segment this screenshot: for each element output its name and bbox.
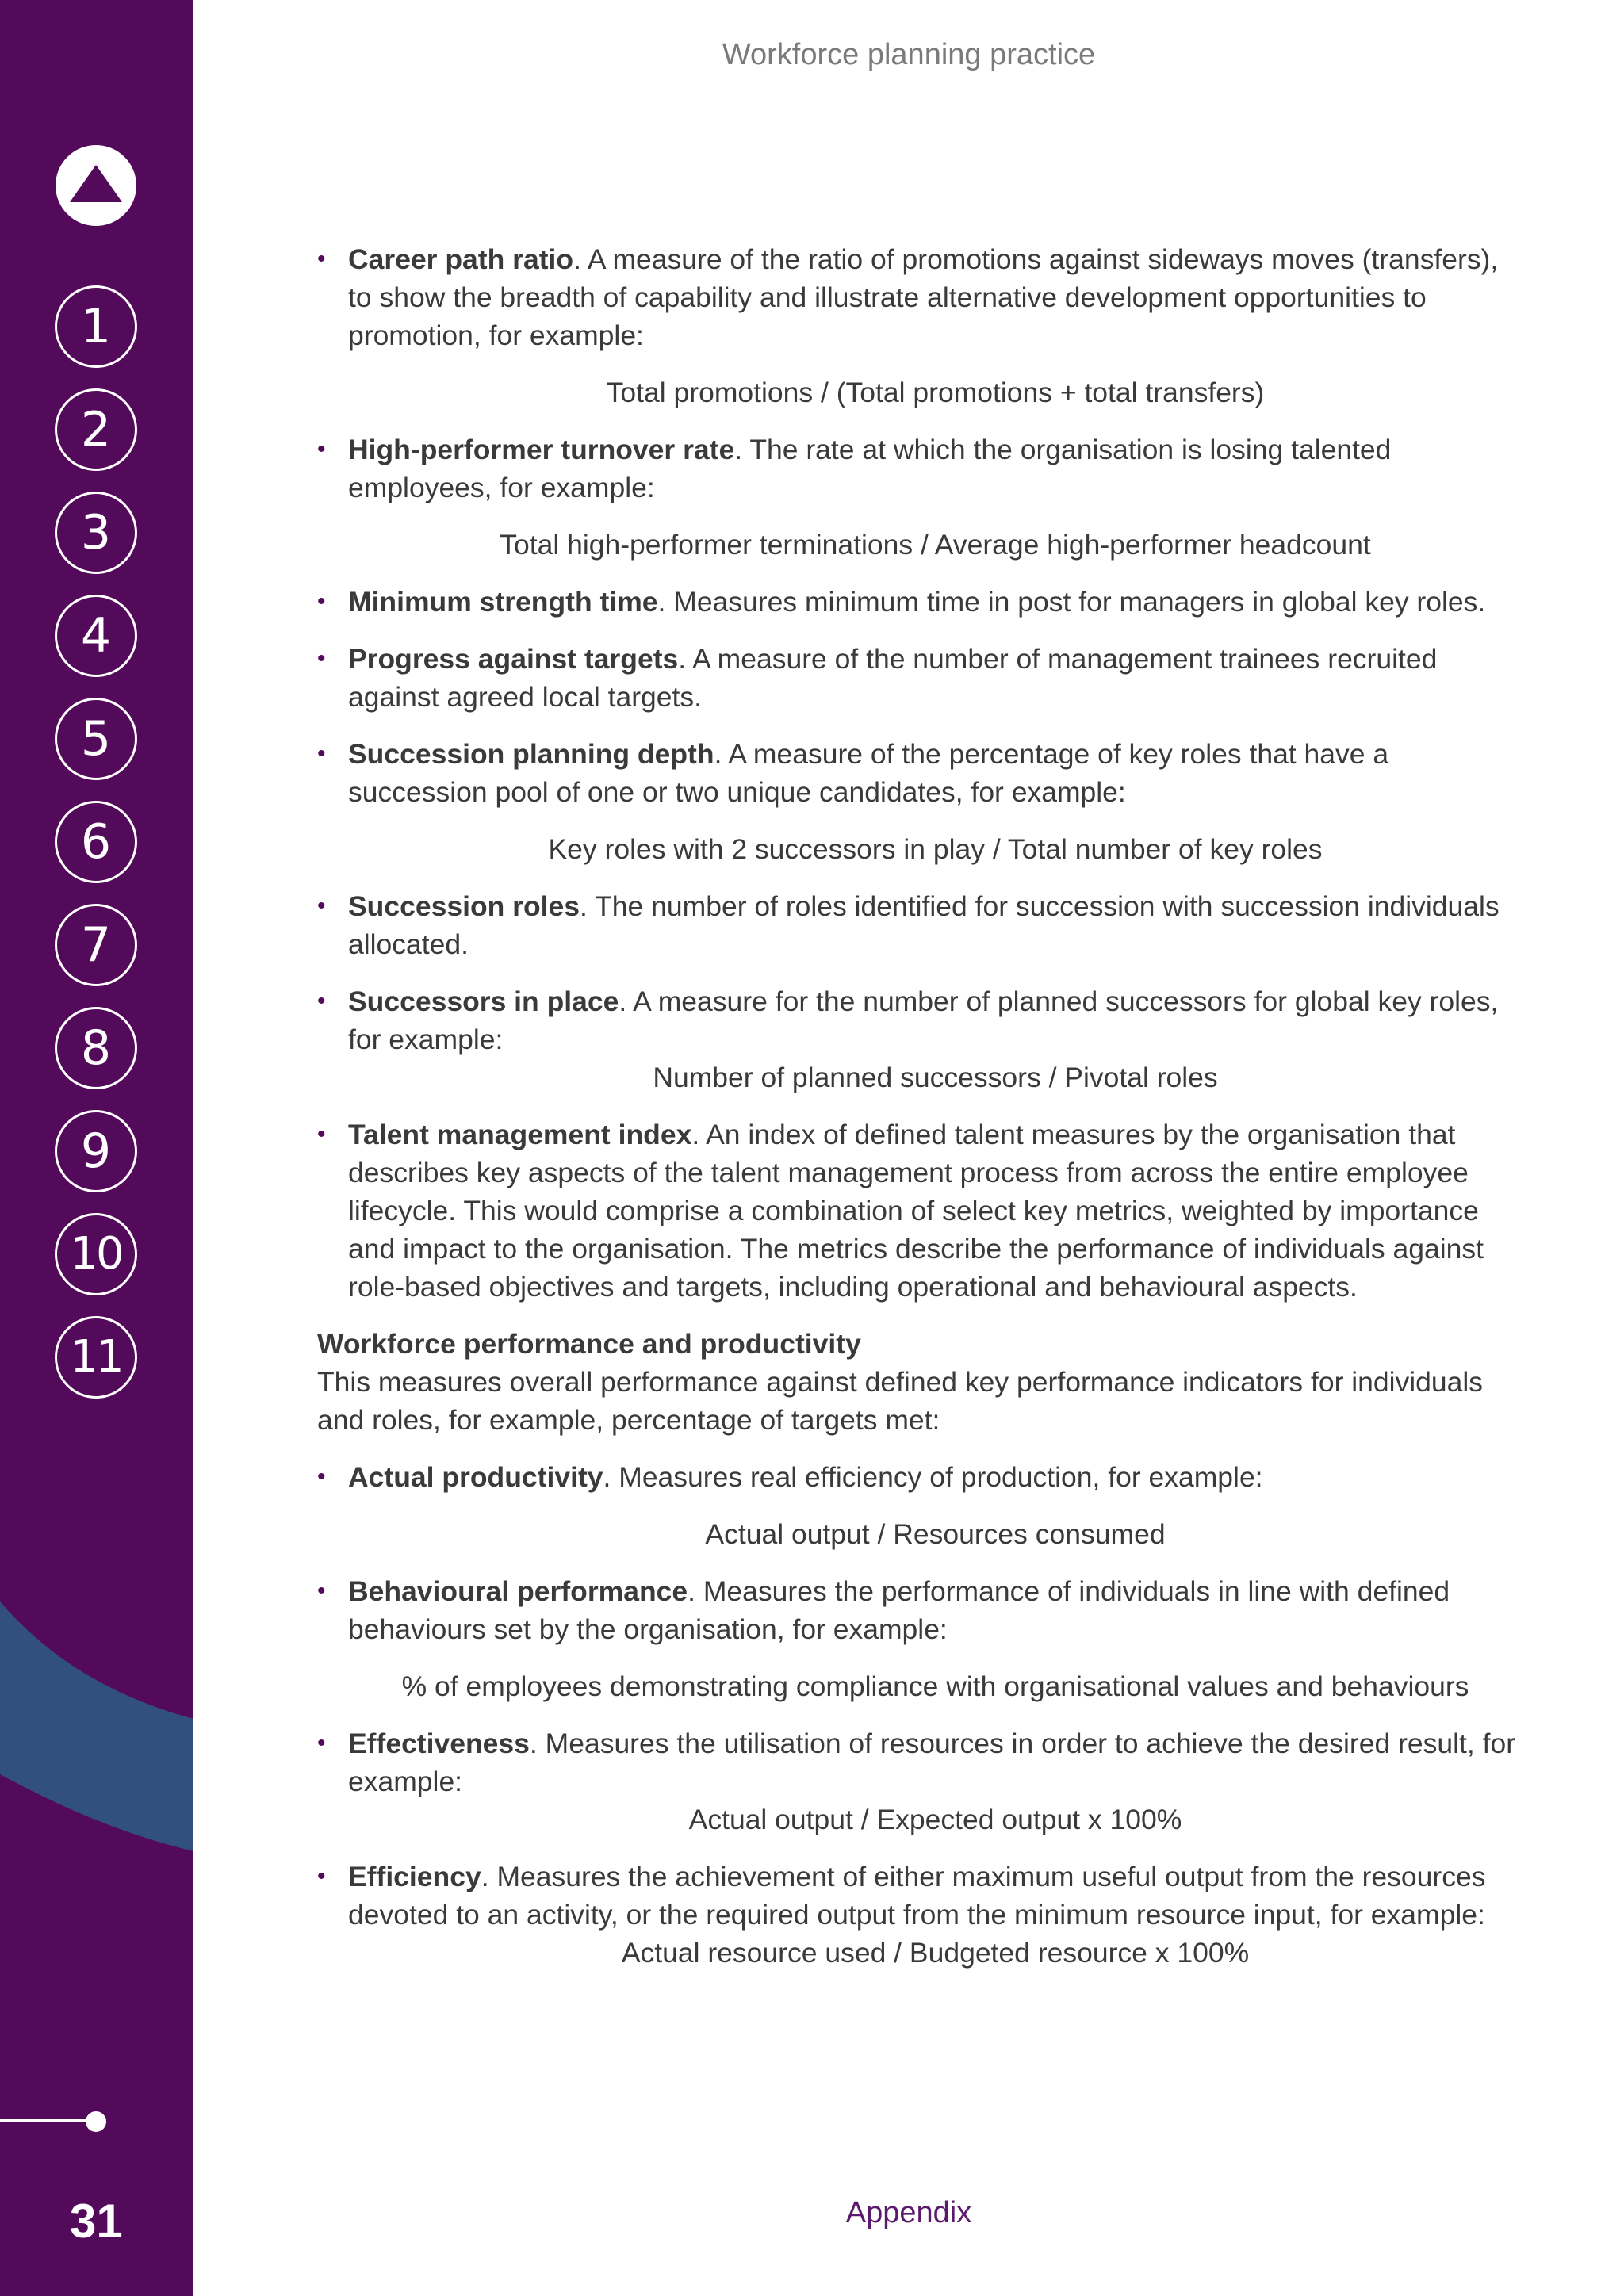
bullet-icon: •	[317, 1863, 326, 1889]
list-item	[317, 735, 1522, 868]
item-formula: Total promotions / (Total promotions + total transfers)	[606, 377, 1265, 408]
item-term: Effectiveness	[348, 1728, 530, 1759]
chapter-link-11[interactable]: 11	[55, 1316, 137, 1399]
item-text: . Measures real efficiency of production, for example:	[603, 1461, 1263, 1493]
main-content	[317, 240, 1522, 1991]
item-text: . A measure of the ratio of promotions against sideways moves (transfers), to show the breadth of capability and illustrate alternative development opportunities to promotion, for example:	[348, 243, 1499, 351]
list-item	[317, 1724, 1522, 1839]
item-term: Efficiency	[348, 1861, 481, 1892]
bullet-icon: •	[317, 1464, 326, 1490]
progress-line	[0, 2119, 90, 2122]
bullet-icon: •	[317, 645, 326, 672]
item-term: Actual productivity	[348, 1461, 603, 1493]
list-item	[317, 1115, 1522, 1306]
item-text: . A measure of the number of management trainees recruited against agreed local targets.	[348, 643, 1438, 713]
chapter-link-4[interactable]: 4	[55, 595, 137, 677]
chapter-link-8[interactable]: 8	[55, 1007, 137, 1089]
chapter-link-3[interactable]: 3	[55, 492, 137, 574]
item-formula: Actual resource used / Budgeted resource x 100%	[621, 1937, 1250, 1969]
item-term: Succession roles	[348, 890, 580, 922]
page-number: 31	[70, 2195, 123, 2248]
bullet-icon: •	[317, 1578, 326, 1604]
triangle-up-icon	[56, 145, 136, 226]
item-term: Progress against targets	[348, 643, 679, 675]
item-formula: Number of planned successors / Pivotal roles	[653, 1062, 1218, 1093]
item-text: . A measure for the number of planned successors for global key roles, for example:	[348, 985, 1499, 1055]
section-heading: Workforce performance and productivity	[317, 1328, 861, 1360]
item-text: . The number of roles identified for succession with succession individuals allocated.	[348, 890, 1500, 960]
item-term: Succession planning depth	[348, 738, 714, 770]
bullet-icon: •	[317, 588, 326, 614]
chapter-link-6[interactable]: 6	[55, 801, 137, 883]
list-item	[317, 240, 1522, 411]
item-term: Behavioural performance	[348, 1575, 688, 1607]
item-text: . The rate at which the organisation is losing talented employees, for example:	[348, 434, 1392, 503]
bullet-icon: •	[317, 436, 326, 462]
section-intro: This measures overall performance against defined key performance indicators for individuals and roles, for example, percentage of targets met:	[317, 1366, 1484, 1436]
bullet-icon: •	[317, 740, 326, 767]
progress-dot	[86, 2111, 106, 2132]
item-formula: Total high-performer terminations / Average high-performer headcount	[500, 529, 1371, 561]
chapter-link-7[interactable]: 7	[55, 904, 137, 986]
item-formula: Actual output / Resources consumed	[705, 1518, 1166, 1550]
page-header-title: Workforce planning practice	[722, 38, 1096, 71]
list-item	[317, 887, 1522, 963]
chapter-link-5[interactable]: 5	[55, 698, 137, 780]
item-text: . A measure of the percentage of key roles that have a succession pool of one or two unique candidates, for example:	[348, 738, 1389, 808]
item-term: Career path ratio	[348, 243, 574, 275]
chapter-link-10[interactable]: 10	[55, 1213, 137, 1295]
list-item	[317, 1858, 1522, 1972]
sidebar-nav	[0, 0, 193, 2296]
item-text: . Measures the utilisation of resources in order to achieve the desired result, for example:	[348, 1728, 1516, 1797]
list-item	[317, 640, 1522, 716]
appendix-link[interactable]: Appendix	[845, 2196, 972, 2229]
bullet-icon: •	[317, 1730, 326, 1756]
bullet-icon: •	[317, 988, 326, 1014]
item-term: Minimum strength time	[348, 586, 658, 618]
bullet-icon: •	[317, 1121, 326, 1147]
list-item	[317, 1458, 1522, 1553]
chapter-link-9[interactable]: 9	[55, 1110, 137, 1192]
item-text: . Measures the performance of individuals in line with defined behaviours set by the organisation, for example:	[348, 1575, 1450, 1645]
bullet-icon: •	[317, 893, 326, 919]
item-formula: Key roles with 2 successors in play / Total number of key roles	[548, 833, 1323, 865]
list-item	[317, 430, 1522, 564]
item-term: High-performer turnover rate	[348, 434, 735, 465]
chapter-link-2[interactable]: 2	[55, 388, 137, 471]
list-item	[317, 1572, 1522, 1705]
back-to-top-button[interactable]	[56, 145, 136, 226]
bullet-icon: •	[317, 246, 326, 272]
chapter-link-1[interactable]: 1	[55, 285, 137, 368]
item-formula: Actual output / Expected output x 100%	[688, 1804, 1182, 1835]
item-text: . Measures minimum time in post for managers in global key roles.	[657, 586, 1486, 618]
item-text: . An index of defined talent measures by the organisation that describes key aspects of the talent management process from across the entire employee lifecycle. This would comprise a combination of select key metrics, weighted by importance and impact to the organisation. The metrics describe the performance of individuals against role-based objectives and targets, including operational and behavioural aspects.	[348, 1119, 1484, 1303]
item-term: Talent management index	[348, 1119, 692, 1150]
list-item	[317, 982, 1522, 1096]
item-formula: % of employees demonstrating compliance with organisational values and behaviours	[401, 1670, 1469, 1702]
list-item	[317, 583, 1522, 621]
item-term: Successors in place	[348, 985, 619, 1017]
item-text: . Measures the achievement of either maximum useful output from the resources devoted to an activity, or the required output from the minimum resource input, for example:	[348, 1861, 1486, 1931]
